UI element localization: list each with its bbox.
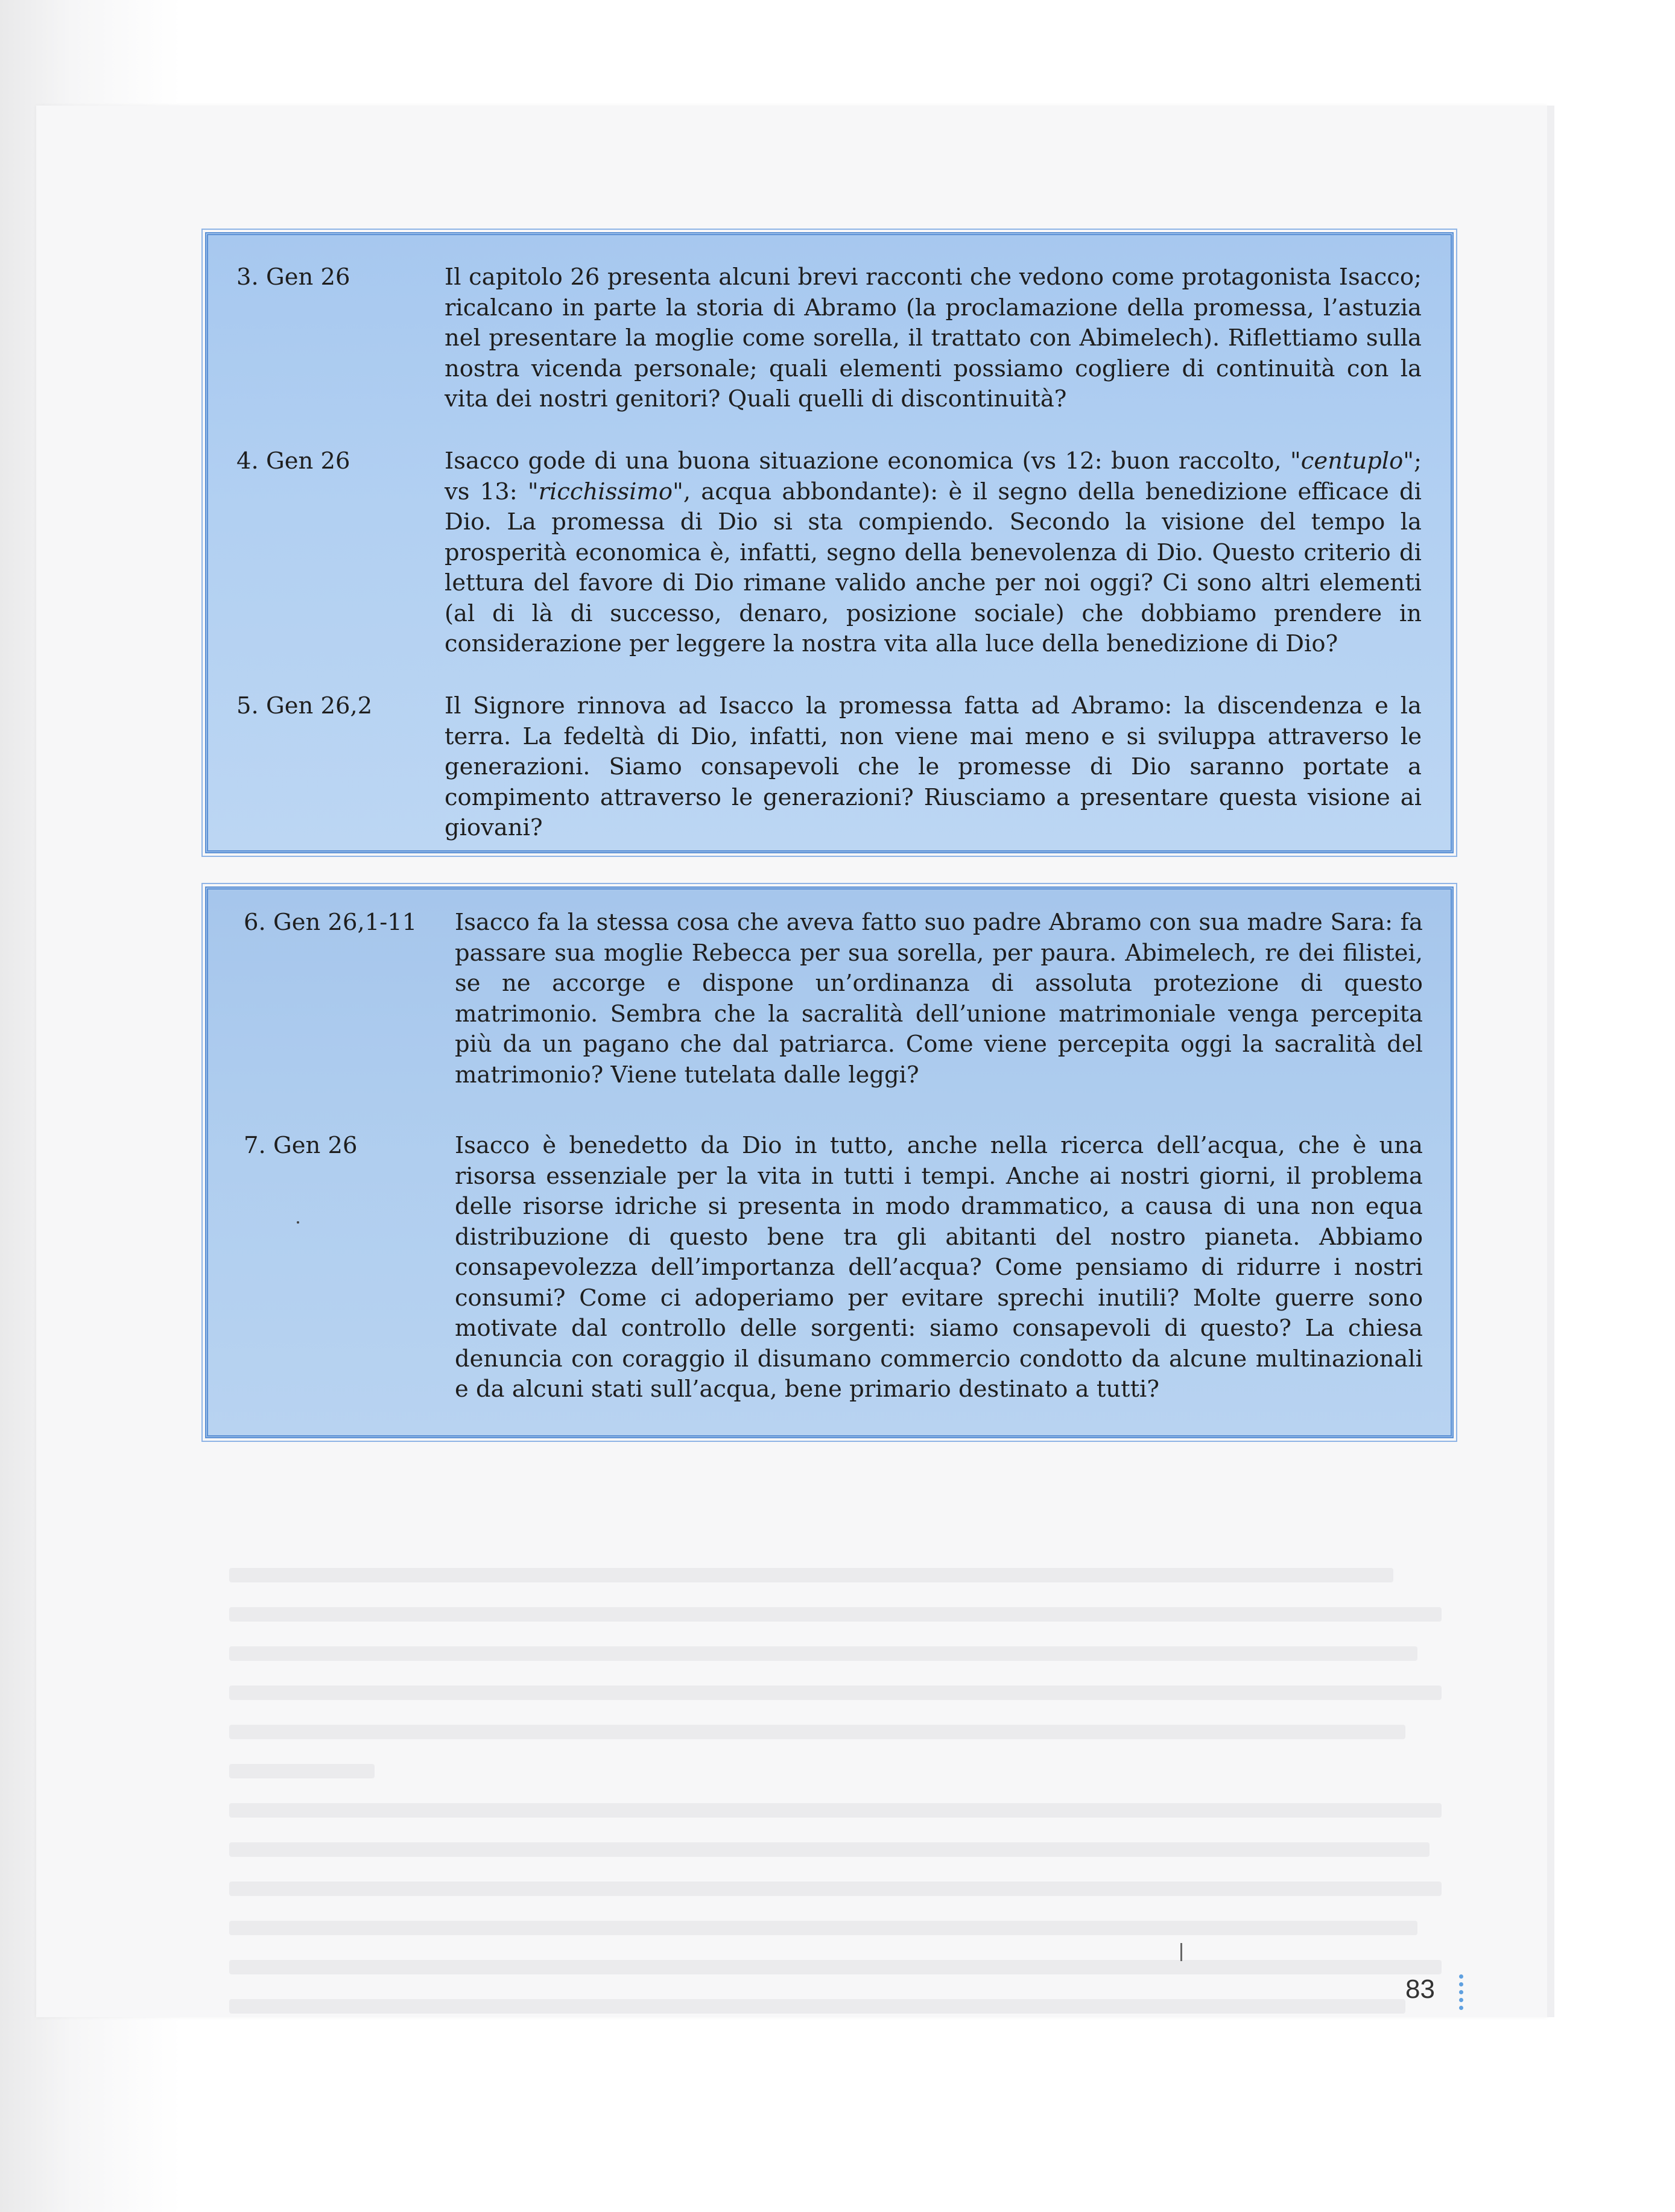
entry-reference: 4. Gen 26 [236, 447, 350, 475]
entry-text-part: , acqua abbondante): è il segno della benedizione efficace di Dio. La promessa di Dio si sta compiendo. Secondo la visione del tempo la prosperità economica è, infatti, segno della benevolenza di Dio. Questo criterio di lettura del favore di Dio rimane valido anche per noi oggi? Ci sono altri elementi (al di là di successo, denaro, posizione sociale) che dobbiamo prendere in considerazione per leggere la nostra vita alla luce della benedizione di Dio? [445, 478, 1422, 657]
entry-reference: 6. Gen 26,1-11 [244, 909, 417, 936]
entry-text-italic: "ricchissimo" [527, 478, 683, 505]
entry-text [445, 446, 1422, 660]
entry-reference: 5. Gen 26,2 [236, 692, 373, 719]
entry-text: Il capitolo 26 presenta alcuni brevi racconti che vedono come protagonista Isacco; ricalcano in parte la storia di Abramo (la proclamazione della promessa, l’astuzia nel presentare la moglie come sorella, il trattato con Abimelech). Riflettiamo sulla nostra vicenda personale; quali elementi possiamo cogliere di continuità con la vita dei nostri genitori? Quali quelli di discontinuità? [445, 264, 1422, 412]
entry-text: Isacco è benedetto da Dio in tutto, anche nella ricerca dell’acqua, che è una risorsa essenziale per la vita in tutti i tempi. Anche ai nostri giorni, il problema delle risorse idriche si presenta in modo drammatico, a causa di una non equa distribuzione di questo bene tra gli abitanti del nostro pianeta. Abbiamo consapevolezza dell’importanza dell’acqua? Come pensiamo di ridurre i nostri consumi? Come ci adoperiamo per evitare sprechi inutili? Molte guerre sono motivate dal controllo delle sorgenti: siamo consapevoli di questo? La chiesa denuncia con coraggio il disumano commercio condotto da alcune multinazionali e da alcuni stati sull’acqua, bene primario destinato a tutti? [455, 1132, 1423, 1403]
entry-text-italic: "centuplo" [1290, 447, 1414, 475]
entry-reference: 7. Gen 26 [244, 1132, 358, 1159]
entry-text-part: ; vs 13: [445, 447, 1422, 505]
entry-text: Isacco fa la stessa cosa che aveva fatto suo padre Abramo con sua madre Sara: fa passare sua moglie Rebecca per sua sorella, per paura. Abimelech, re dei filistei, se ne accorge e dispone un’ordinanza di assoluta protezione di questo matrimonio. Sembra che la sacralità dell’unione matrimoniale venga percepita più da un pagano che dal patriarca. Come viene percepita oggi la sacralità del matrimonio? Viene tutelata dalle leggi? [455, 909, 1423, 1089]
print-speck [1180, 1943, 1182, 1961]
entry-text: Il Signore rinnova ad Isacco la promessa fatta ad Abramo: la discendenza e la terra. La fedeltà di Dio, infatti, non viene mai meno e si sviluppa attraverso le generazioni. Siamo consapevoli che le promesse di Dio saranno portate a compimento attraverso le generazioni? Riusciamo a presentare questa visione ai giovani? [445, 692, 1422, 841]
entry-reference: 3. Gen 26 [236, 264, 350, 291]
page-number-dots [1459, 1974, 1465, 2014]
bleed-through-text [229, 1568, 1442, 2038]
page-number: 83 [1405, 1974, 1435, 2004]
page-edge [1547, 106, 1554, 2017]
print-speck [297, 1221, 299, 1224]
entry-text-part: Isacco gode di una buona situazione economica (vs 12: buon raccolto, [445, 447, 1291, 475]
